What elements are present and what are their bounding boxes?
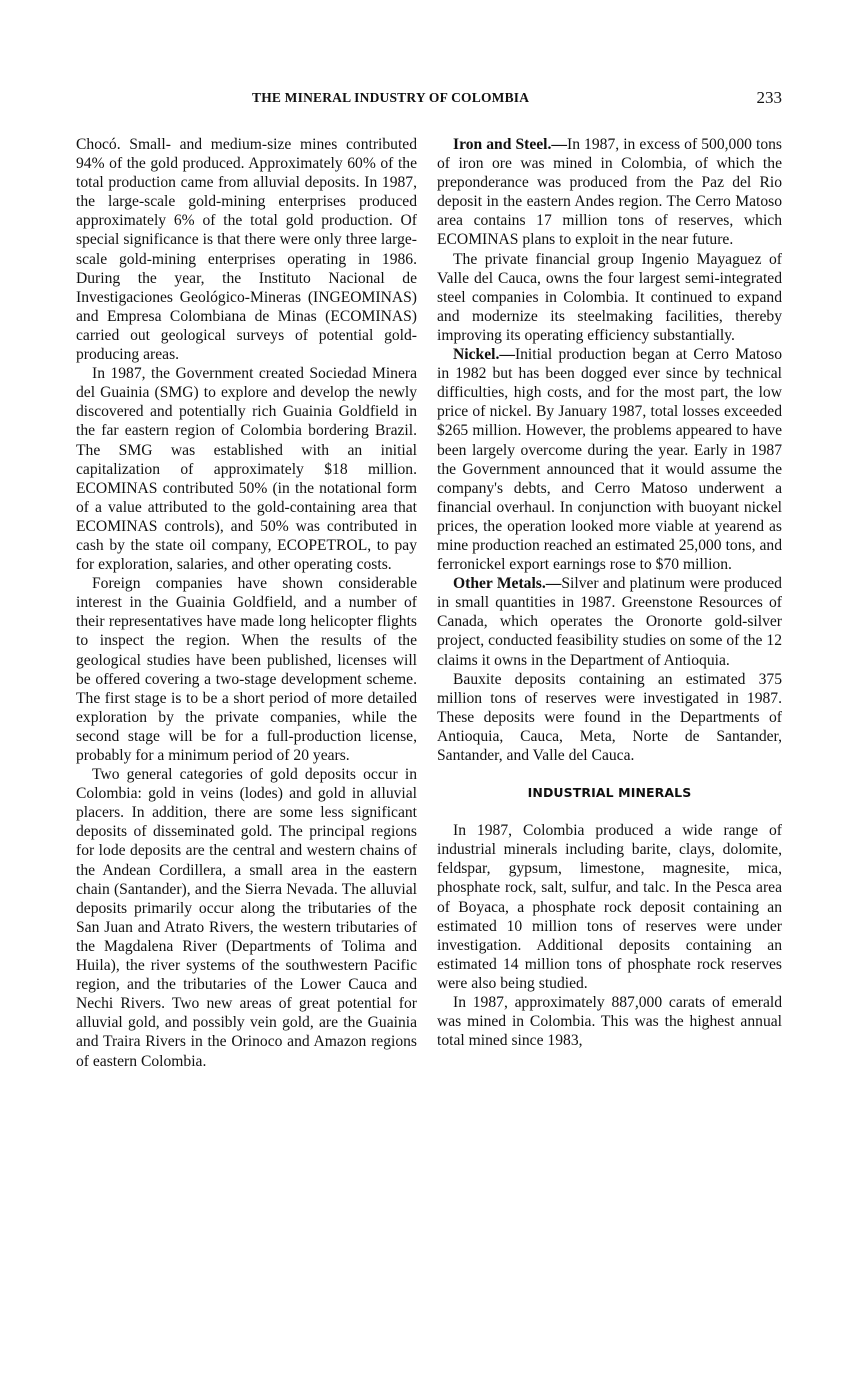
paragraph-emerald: In 1987, approximately 887,000 carats of emerald was mined in Colombia. This was the highest annual total mined since 1983, <box>437 994 782 1050</box>
runin-nickel: Nickel.— <box>453 346 515 364</box>
paragraph-bauxite: Bauxite deposits containing an estimated 375 million tons of reserves were investigated in 1987. These deposits were found in the Departments of Antioquia, Cauca, Meta, Norte de Santander, Santander, and Valle del Cauca. <box>437 670 782 764</box>
text-nickel: Initial production began at Cerro Matoso in 1982 but has been dogged ever since by technical difficulties, high costs, and for the most part, the low price of nickel. By January 1987, total losses exceeded $265 million. However, the problems appeared to have been largely overcome during the year. Early in 1987 the Government announced that it would assume the company's debts, and Cerro Matoso underwent a financial overhaul. In conjunction with buoyant nickel prices, the operation looked more viable at yearend as mine production reached an estimated 25,000 tons, and ferronickel export earnings rose to $70 million. <box>437 346 782 574</box>
section-heading-industrial-minerals: INDUSTRIAL MINERALS <box>527 785 692 801</box>
paragraph-gold-deposits: Two general categories of gold deposits occur in Colombia: gold in veins (lodes) and gold in alluvial placers. In addition, there are some less significant deposits of disseminated gold. The principal regions for lode deposits are the central and western chains of the Andean Cordillera, a small area in the eastern chain (Santander), and the Sierra Nevada. The alluvial deposits primarily occur along the tributaries of the San Juan and Atrato Rivers, the western tributaries of the Magdalena River (Departments of Tolima and Huila), the river systems of the southwestern Pacific region, and the tributaries of the Lower Cauca and Nechi Rivers. Two new areas of great potential for alluvial gold, and possibly vein gold, are the Guainia and Traira Rivers in the Orinoco and Amazon regions of eastern Colombia. <box>76 766 417 1070</box>
text-other-metals: Silver and platinum were produced in small quantities in 1987. Greenstone Resources of Canada, which operates the Oronorte gold-silver project, conducted feasibility studies on some of the 12 claims it owns in the Department of Antioquia. <box>437 575 782 669</box>
running-head <box>76 88 782 112</box>
running-title: THE MINERAL INDUSTRY OF COLOMBIA <box>252 90 530 105</box>
runin-other-metals: Other Metals.— <box>453 575 562 593</box>
paragraph-industrial-minerals: In 1987, Colombia produced a wide range of industrial minerals including barite, clays, dolomite, feldspar, gypsum, limestone, magnesite, mica, phosphate rock, salt, sulfur, and talc. In the Pesca area of Boyaca, a phosphate rock deposit containing an estimated 10 million tons of reserves were under investigation. Additional deposits containing an estimated 14 million tons of phosphate rock reserves were also being studied. <box>437 822 782 992</box>
paragraph-nickel <box>437 345 782 574</box>
right-column <box>437 135 782 1050</box>
paragraph-other-metals <box>437 574 782 669</box>
paragraph-smg: In 1987, the Government created Sociedad Minera del Guainia (SMG) to explore and develop the newly discovered and potentially rich Guainia Goldfield in the far eastern region of Colombia bordering Brazil. The SMG was established with an initial capitalization of approximately $18 million. ECOMINAS contributed 50% (in the notational form of a value attributed to the gold-containing area that ECOMINAS controls), and 50% was contributed in cash by the state oil company, ECOPETROL, to pay for exploration, salaries, and other operating costs. <box>76 365 417 574</box>
page-number: 233 <box>756 88 782 107</box>
text-iron-steel: In 1987, in excess of 500,000 tons of iron ore was mined in Colombia, of which the preponderance was produced from the Paz del Rio deposit in the eastern Andes region. The Cerro Matoso area contains 17 million tons of reserves, which ECOMINAS plans to exploit in the near future. <box>437 136 782 249</box>
paragraph-gold-production: Chocó. Small- and medium-size mines contributed 94% of the gold produced. Approximately 60% of the total production came from alluvial deposits. In 1987, the large-scale gold-mining enterprises produced approximately 6% of the total gold production. Of special significance is that there were only three large-scale gold-mining enterprises operating in 1986. During the year, the Instituto Nacional de Investigaciones Geológico-Mineras (INGEOMINAS) and Empresa Colombiana de Minas (ECOMINAS) carried out geological surveys of potential gold-producing areas. <box>76 136 417 364</box>
left-column <box>76 135 417 1071</box>
paragraph-foreign-companies: Foreign companies have shown considerable interest in the Guainia Goldfield, and a number of their representatives have made long helicopter flights to inspect the region. When the results of the geological studies have been published, licenses will be offered covering a two-stage development scheme. The first stage is to be a short period of more detailed exploration by the private companies, while the second stage will be for a full-production license, probably for a minimum period of 20 years. <box>76 575 417 764</box>
runin-iron-steel: Iron and Steel.— <box>453 136 567 153</box>
paragraph-steel-companies: The private financial group Ingenio Mayaguez of Valle del Cauca, owns the four largest semi-integrated steel companies in Colombia. It continued to expand and modernize its steelmaking facilities, thereby improving its operating efficiency substantially. <box>437 250 782 344</box>
paragraph-iron-steel <box>437 135 782 250</box>
